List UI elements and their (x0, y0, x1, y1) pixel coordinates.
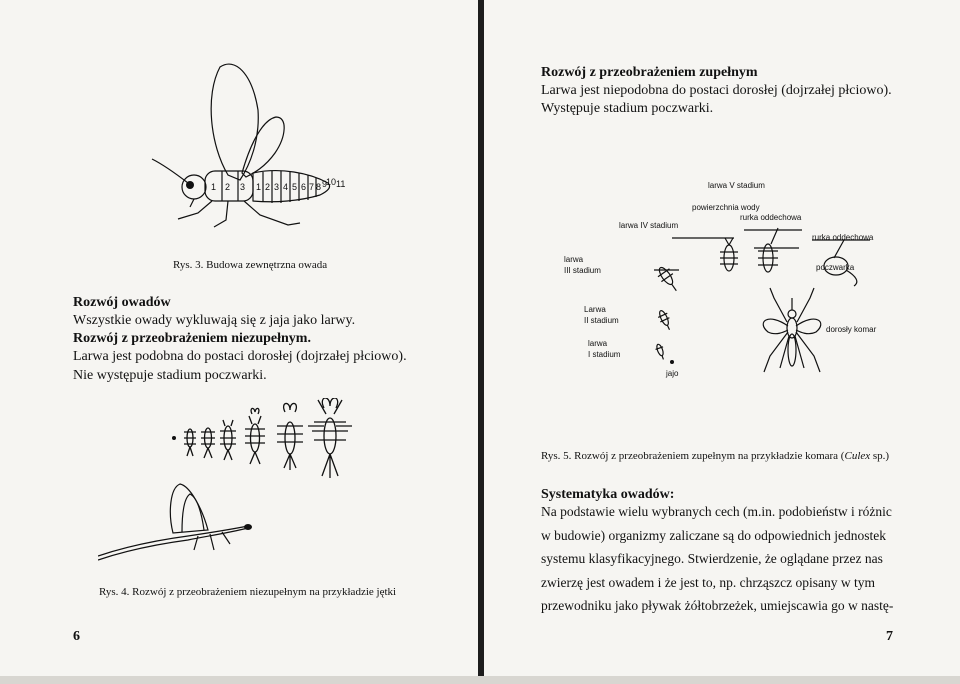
label-larva-3a: larwa (564, 255, 584, 264)
svg-text:3: 3 (240, 182, 246, 192)
book-bottom-edge (0, 676, 960, 684)
paragraph-line: w budowie) organizmy zaliczane są do odpowiednich jednostek (541, 527, 887, 543)
svg-text:2: 2 (265, 182, 271, 192)
insect-structure-figure (150, 55, 350, 230)
label-breathing-tube-2: rurka oddechowa (812, 233, 874, 242)
label-larva-2b: II stadium (584, 316, 619, 325)
systematics-paragraph (541, 500, 893, 618)
text-line: Larwa jest podobna do postaci dorosłej (dojrzałej płciowo). (73, 349, 407, 364)
section-title-development: Rozwój owadów (73, 295, 171, 310)
page-number-left: 6 (73, 629, 80, 644)
svg-text:2: 2 (225, 182, 231, 192)
paragraph-line: systemu klasyfikacyjnego. Stwierdzenie, że oglądane przez nas (541, 551, 883, 566)
paragraph-line: zwierzę jest owadem i że jest to, np. chrząszcz opisany w tym (541, 574, 875, 590)
label-pupa: poczwarka (816, 263, 855, 272)
fig5-caption (541, 450, 889, 462)
mayfly-nymph-series-figure (170, 398, 370, 486)
text-line: Występuje stadium poczwarki. (541, 101, 714, 116)
label-breathing-tube-1: rurka oddechowa (740, 213, 802, 222)
subsection-title-incomplete: Rozwój z przeobrażeniem niezupełnym. (73, 331, 311, 346)
svg-text:4: 4 (283, 182, 289, 192)
svg-text:3: 3 (274, 182, 280, 192)
svg-text:9: 9 (322, 179, 328, 189)
paragraph-line: przewodniku jako pływak żółtobrzeżek, umiejscawia go w nastę- (541, 598, 894, 613)
right-page (484, 0, 960, 684)
page-number-right: 7 (886, 629, 893, 644)
svg-text:6: 6 (301, 182, 307, 192)
mosquito-development-figure (544, 178, 924, 388)
label-adult-mosquito: dorosły komar (826, 325, 877, 334)
label-water-surface: powierzchnia wody (692, 203, 760, 212)
label-egg: jajo (666, 369, 679, 378)
text-line: Larwa jest niepodobna do postaci dorosłej (dojrzałej płciowo). (541, 83, 892, 98)
label-larva-1b: I stadium (588, 350, 621, 359)
systematics-title: Systematyka owadów: (541, 487, 675, 502)
left-page (0, 0, 478, 684)
svg-text:11: 11 (336, 179, 346, 189)
fig3-caption: Rys. 3. Budowa zewnętrzna owada (173, 259, 328, 271)
fig4-caption: Rys. 4. Rozwój z przeobrażeniem niezupełnym na przykładzie jętki (99, 586, 397, 598)
svg-text:1: 1 (211, 182, 217, 192)
adult-mayfly-figure (98, 478, 258, 573)
svg-text:8: 8 (316, 182, 322, 192)
paragraph-line: Na podstawie wielu wybranych cech (m.in. podobieństw i różnic (541, 504, 892, 519)
label-larva-3b: III stadium (564, 266, 601, 275)
svg-text:7: 7 (309, 182, 315, 192)
svg-text:10: 10 (326, 177, 337, 187)
text-line: Nie występuje stadium poczwarki. (73, 368, 267, 383)
svg-text:5: 5 (292, 182, 298, 192)
svg-text:1: 1 (256, 182, 262, 192)
label-larva-2a: Larwa (584, 305, 606, 314)
label-larva-1a: larwa (588, 339, 608, 348)
fig5-caption-genus: Culex (844, 450, 871, 462)
text-line: Wszystkie owady wykluwają się z jaja jako larwy. (73, 313, 356, 328)
fig5-caption-text: Rys. 5. Rozwój z przeobrażeniem zupełnym na przykładzie komara ( (541, 450, 845, 462)
fig5-caption-end: sp.) (870, 450, 890, 462)
section-title-complete: Rozwój z przeobrażeniem zupełnym (541, 65, 758, 80)
label-larva-5: larwa V stadium (708, 181, 765, 190)
label-larva-4: larwa IV stadium (619, 221, 679, 230)
